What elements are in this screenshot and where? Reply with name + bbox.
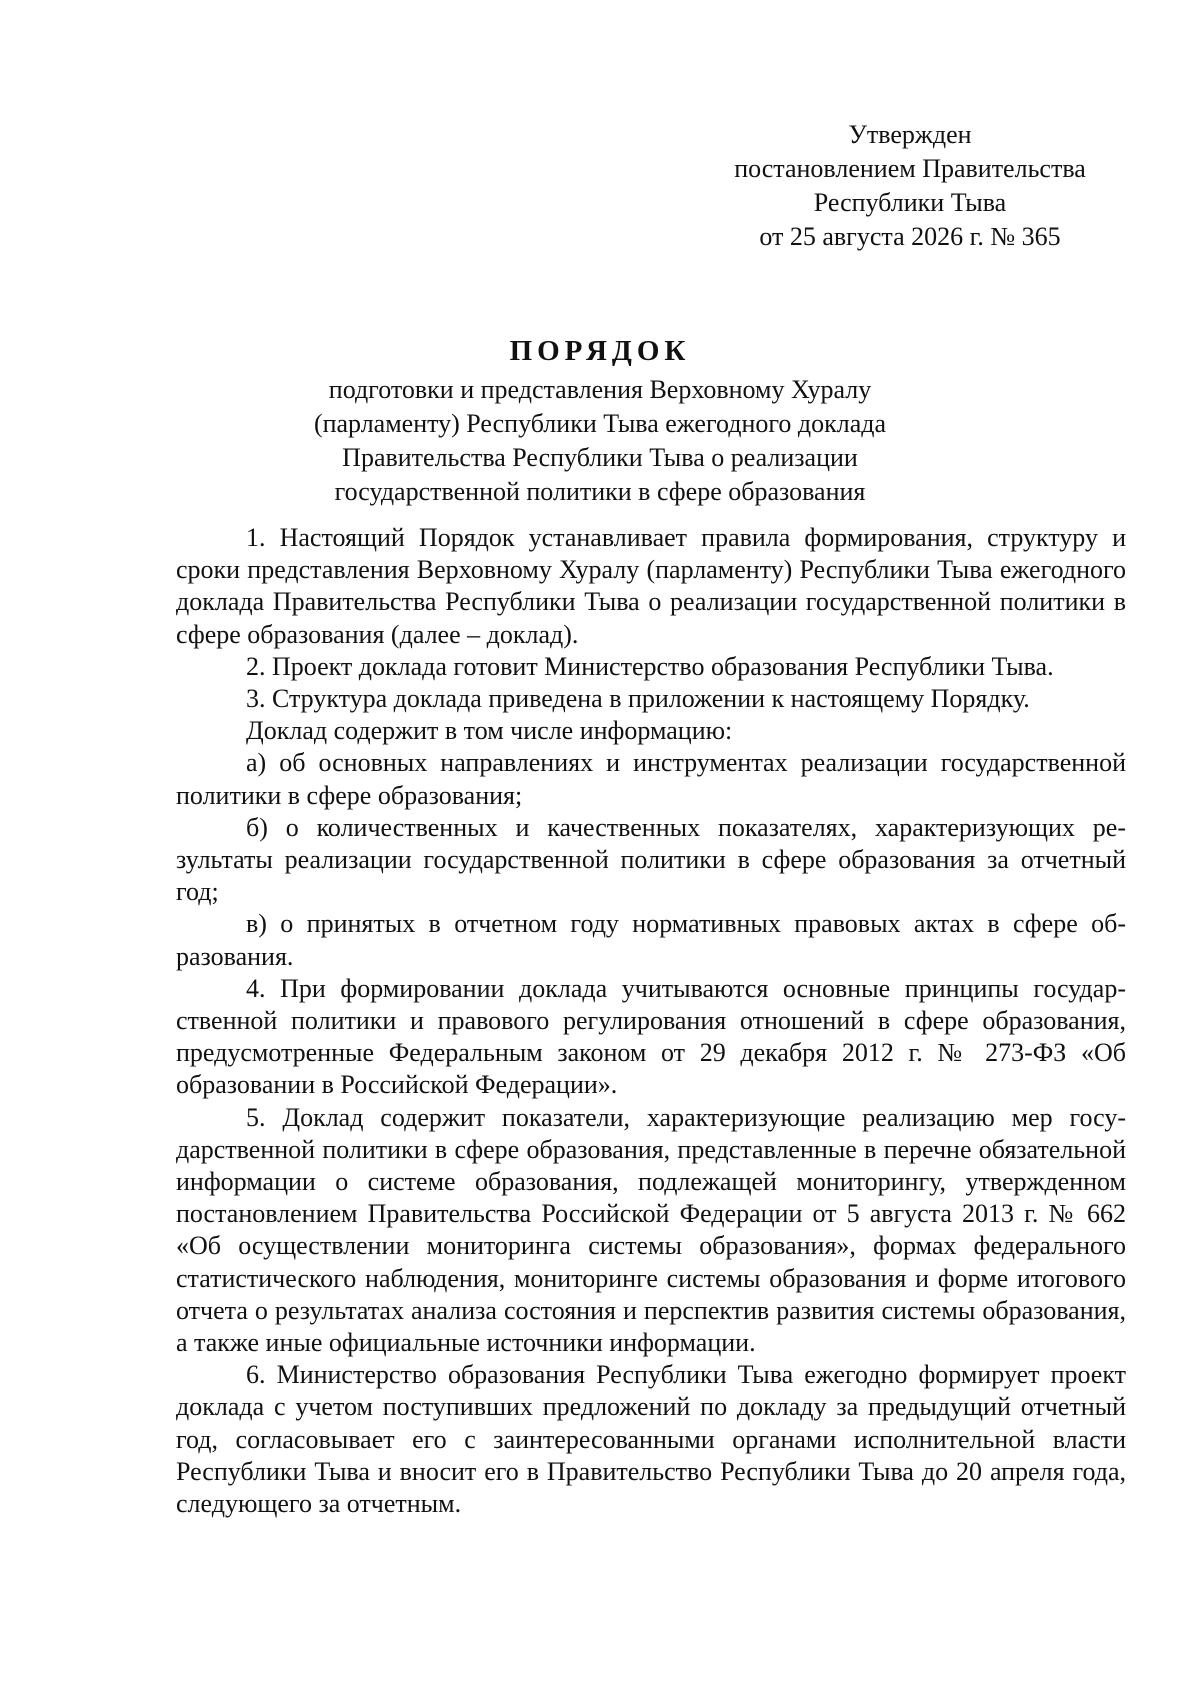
paragraph-3-item-a: а) об основных направлениях и инструментах реализации государственной политики в сфере образования; [176, 748, 1126, 810]
approval-stamp-block [700, 118, 1120, 254]
subtitle-line: Правительства Республики Тыва о реализации [342, 443, 858, 472]
paragraph-6: 6. Министерство образования Республики Тыва ежегодно формирует проект доклада с учетом поступивших предложений по докладу за предыдущий отчетный год, согласовывает его с заинтересованными органами исполнительной власти Республики Тыва и вносит его в Правительство Республики Тыва до 20 апреля года, следующего за отчетным. [176, 1360, 1126, 1519]
document-body [176, 522, 1126, 1520]
document-title-block [300, 333, 900, 509]
paragraph-3-intro: Доклад содержит в том числе информацию: [246, 716, 733, 746]
approval-line-republic: Республики Тыва [813, 188, 1007, 217]
approval-line-date-number: от 25 августа 2026 г. № 365 [759, 222, 1061, 251]
subtitle-line: государственной политики в сфере образования [334, 477, 866, 506]
paragraph-3-item-c: в) о принятых в отчетном году нормативных правовых актах в сфере образования. [176, 909, 1126, 971]
approval-line-approved: Утвержден [848, 120, 972, 149]
subtitle-line: (парламенту) Республики Тыва ежегодного доклада [313, 409, 887, 438]
document-heading: ПОРЯДОК [509, 335, 691, 367]
subtitle-line: подготовки и представления Верховному Хуралу [328, 375, 872, 404]
paragraph-3: 3. Структура доклада приведена в приложении к настоящему Порядку. [246, 684, 1030, 714]
paragraph-2: 2. Проект доклада готовит Министерство образования Республики Тыва. [246, 651, 1054, 681]
paragraph-5: 5. Доклад содержит показатели, характеризующие реализацию мер государственной политики в сфере образования, представленные в перечне обязательной информации о системе образования, подлежащей мониторингу, утвержденном постановлением Правительства Российской Федерации от 5 августа 2013 г. № 662 «Об осуществлении мониторинга системы образования», формах федерального статистического наблюдения, мониторинге системы образования и форме итогового отчета о результатах анализа состояния и перспектив развития системы образования, а также иные официальные источники информации. [176, 1102, 1126, 1358]
paragraph-3-item-b: б) о количественных и качественных показателях, характеризующих результаты реализации государственной политики в сфере образования за отчетный год; [176, 812, 1126, 907]
approval-line-resolution: постановлением Правительства [734, 154, 1086, 183]
paragraph-1: 1. Настоящий Порядок устанавливает правила формирования, структуру и сроки представления Верховному Хуралу (парламенту) Республики Тыва ежегодного доклада Правительства Республики Тыва о реализации государственной политики в сфере образования (далее – доклад). [176, 523, 1126, 649]
document-subtitle [300, 373, 900, 509]
paragraph-4: 4. При формировании доклада учитываются основные принципы государственной политики и правового регулирования отношений в сфере образования, предусмотренные Федеральным законом от 29 декабря 2012 г. № 273-ФЗ «Об образовании в Российской Федерации». [176, 973, 1126, 1100]
